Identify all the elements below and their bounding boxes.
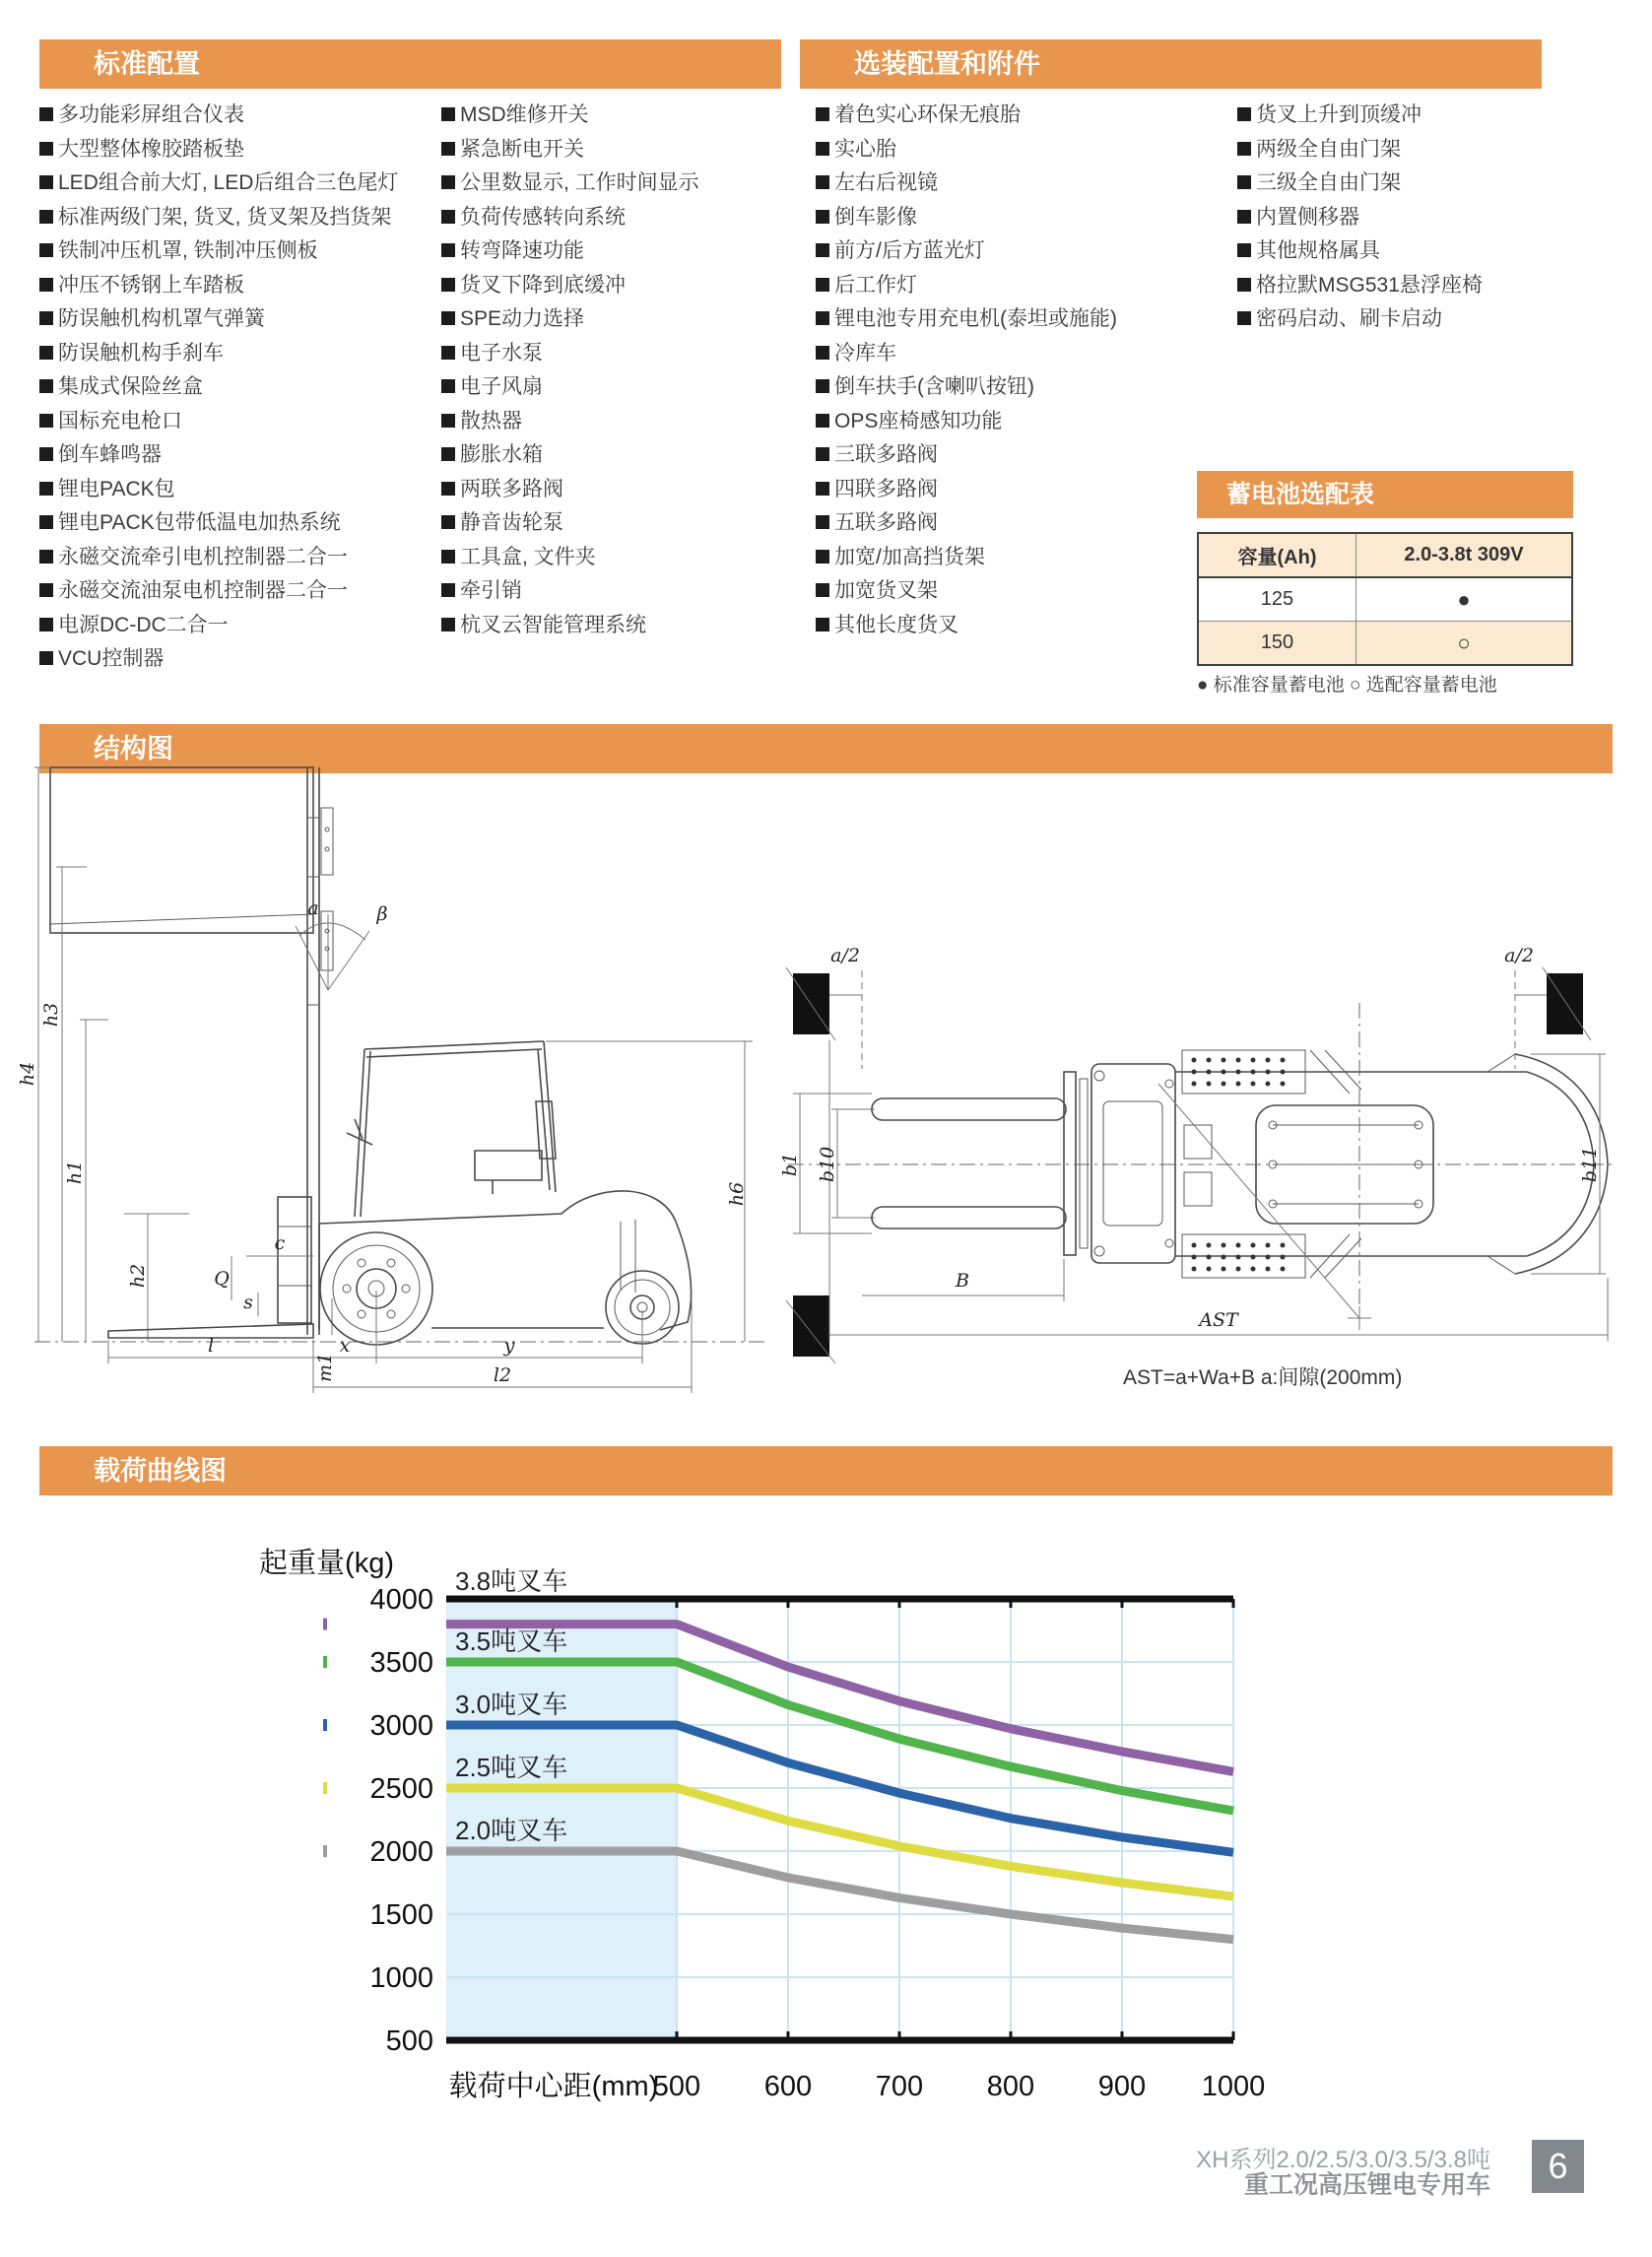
config-list-item [39,574,443,609]
config-list-item [441,201,845,235]
svg-text:900: 900 [1097,2071,1147,2102]
table-header-row [1198,533,1572,577]
dim-label-B: B [956,1270,969,1292]
config-list-item [39,201,443,235]
svg-text:2000: 2000 [369,1836,433,1868]
config-item-label: 集成式保险丝盒 [58,375,203,398]
dim-label-h2: h2 [127,1263,149,1289]
square-bullet-icon [441,142,455,156]
config-list-item [441,609,845,643]
footer-model-text: 重工况高压锂电专用车 [1243,2171,1490,2199]
config-list-item [441,302,845,337]
config-list-item [816,438,1220,473]
battery-option-table [1197,532,1573,666]
section-title: 载荷曲线图 [94,1456,227,1486]
config-list-item [441,405,845,439]
config-item-label: 其他规格属具 [1256,239,1380,262]
config-list-item [1237,99,1641,133]
config-item-label: 工具盒, 文件夹 [460,545,596,568]
config-item-label: SPE动力选择 [460,307,585,330]
config-list-item [816,201,1220,235]
config-item-label: 冷库车 [834,341,896,365]
square-bullet-icon [39,175,53,189]
page-number-badge: 6 [1532,2140,1584,2193]
config-list-item [39,541,443,575]
config-item-label: VCU控制器 [58,647,165,670]
config-item-label: 加宽/加高挡货架 [834,545,985,568]
optional-config-column-2 [1237,99,1641,337]
dim-label-b10: b10 [817,1146,838,1183]
square-bullet-icon [39,210,53,224]
config-list-item [39,234,443,269]
config-item-label: 倒车影像 [834,205,917,229]
square-bullet-icon [1237,107,1251,121]
config-item-label: 散热器 [460,409,522,432]
config-list-item [816,99,1220,133]
dim-label-h6: h6 [726,1181,748,1207]
config-item-label: 后工作灯 [834,273,917,297]
dim-label-y: y [503,1335,515,1357]
config-item-label: 标准两级门架, 货叉, 货叉架及挡货架 [58,205,392,229]
square-bullet-icon [39,515,53,529]
config-list-item [39,405,443,439]
config-list-item [441,133,845,167]
config-item-label: 两级全自由门架 [1256,137,1401,161]
config-list-item [1237,269,1641,303]
config-item-label: 三级全自由门架 [1256,171,1401,194]
optional-config-column-1 [816,99,1220,642]
config-list-item [816,234,1220,269]
config-list-item [816,133,1220,167]
square-bullet-icon [441,447,455,461]
footer-series-text: XH系列2.0/2.5/3.0/3.5/3.8吨 [1196,2147,1490,2173]
square-bullet-icon [39,243,53,257]
section-header-standard-config [39,39,781,89]
optional-capacity-mark: ○ [1356,622,1573,666]
battery-table-legend: ● 标准容量蓄电池 ○ 选配容量蓄电池 [1197,675,1497,696]
svg-text:600: 600 [763,2071,813,2102]
square-bullet-icon [39,651,53,665]
square-bullet-icon [39,618,53,631]
config-list-item [1237,133,1641,167]
section-title: 标准配置 [94,49,200,79]
config-item-label: 永磁交流牵引电机控制器二合一 [58,545,348,568]
config-item-label: 货叉上升到顶缓冲 [1256,103,1421,126]
config-list-item [39,473,443,507]
config-item-label: LED组合前大灯, LED后组合三色尾灯 [58,171,399,194]
config-item-label: 密码启动、刷卡启动 [1256,307,1442,330]
dim-label-a-half-right: a/2 [1504,945,1534,966]
config-item-label: 其他长度货叉 [834,613,958,636]
config-list-item [39,269,443,303]
config-item-label: 大型整体橡胶踏板垫 [58,137,244,161]
config-item-label: 锂电PACK包带低温电加热系统 [58,511,341,534]
square-bullet-icon [441,414,455,428]
square-bullet-icon [39,107,53,121]
svg-text:3500: 3500 [369,1647,433,1679]
config-list-item [816,370,1220,405]
config-item-label: 杭叉云智能管理系统 [460,613,646,636]
square-bullet-icon [441,311,455,325]
svg-text:500: 500 [652,2071,701,2102]
square-bullet-icon [441,243,455,257]
square-bullet-icon [816,447,829,461]
square-bullet-icon [816,550,829,564]
config-item-label: 电子水泵 [460,341,543,365]
config-item-label: 实心胎 [834,137,896,161]
config-list-item [441,506,845,541]
config-item-label: 牵引销 [460,579,522,602]
load-curve-chart [236,1547,1290,2128]
config-list-item [816,506,1220,541]
square-bullet-icon [39,447,53,461]
square-bullet-icon [441,583,455,597]
config-item-label: 铁制冲压机罩, 铁制冲压侧板 [58,239,318,262]
square-bullet-icon [1237,142,1251,156]
col-header-capacity: 容量(Ah) [1198,533,1356,577]
config-list-item [39,302,443,337]
square-bullet-icon [816,278,829,292]
square-bullet-icon [39,311,53,325]
config-item-label: 膨胀水箱 [460,443,543,466]
square-bullet-icon [39,346,53,360]
square-bullet-icon [39,379,53,393]
config-item-label: OPS座椅感知功能 [834,409,1003,432]
config-list-item [441,574,845,609]
square-bullet-icon [1237,210,1251,224]
config-item-label: 电子风扇 [460,375,543,398]
svg-text:载荷中心距(mm): 载荷中心距(mm) [448,2071,659,2102]
square-bullet-icon [816,243,829,257]
svg-text:3.5吨叉车: 3.5吨叉车 [455,1626,568,1656]
square-bullet-icon [441,278,455,292]
config-item-label: 转弯降速功能 [460,239,584,262]
config-item-label: 两联多路阀 [460,477,563,500]
square-bullet-icon [816,107,829,121]
dim-label-x: x [339,1335,351,1357]
dim-label-a-half-left: a/2 [830,945,860,966]
dim-label-h1: h1 [64,1160,86,1185]
square-bullet-icon [1237,175,1251,189]
square-bullet-icon [39,550,53,564]
config-item-label: 防误触机构机罩气弹簧 [58,307,265,330]
square-bullet-icon [441,175,455,189]
config-list-item [441,166,845,201]
config-item-label: 格拉默MSG531悬浮座椅 [1256,273,1483,297]
square-bullet-icon [39,278,53,292]
config-item-label: 静音齿轮泵 [460,511,563,534]
square-bullet-icon [816,414,829,428]
section-title: 结构图 [94,734,173,763]
capacity-value: 150 [1198,622,1356,666]
section-header-optional-config [800,39,1542,89]
config-item-label: 锂电PACK包 [58,477,175,500]
config-list-item [39,99,443,133]
square-bullet-icon [816,210,829,224]
config-item-label: 公里数显示, 工作时间显示 [460,171,699,194]
config-list-item [39,438,443,473]
config-list-item [816,405,1220,439]
config-list-item [816,302,1220,337]
config-item-label: 四联多路阀 [834,477,938,500]
config-item-label: 倒车扶手(含喇叭按钮) [834,375,1034,398]
config-list-item [441,337,845,371]
table-row [1198,577,1572,622]
forklift-structure-drawing [30,759,1616,1448]
col-header-model: 2.0-3.8t 309V [1356,533,1573,577]
square-bullet-icon [816,311,829,325]
table-row [1198,622,1572,666]
dim-label-b1: b1 [779,1152,801,1177]
config-list-item [441,99,845,133]
config-list-item [441,234,845,269]
config-list-item [441,370,845,405]
square-bullet-icon [441,482,455,496]
square-bullet-icon [441,550,455,564]
standard-config-column-1 [39,99,443,677]
config-item-label: 电源DC-DC二合一 [58,613,229,636]
dim-label-m1: m1 [314,1352,336,1383]
config-list-item [816,574,1220,609]
config-item-label: 三联多路阀 [834,443,938,466]
section-title: 选装配置和附件 [854,49,1040,79]
section-header-load-curve [39,1446,1613,1495]
svg-text:2.0吨叉车: 2.0吨叉车 [455,1816,568,1845]
dim-label-b11: b11 [1579,1146,1601,1183]
square-bullet-icon [1237,311,1251,325]
dim-label-h3: h3 [40,1002,62,1028]
config-list-item [39,642,443,677]
ast-formula-note: AST=a+Wa+B a:间隙(200mm) [1123,1366,1403,1389]
svg-text:3.0吨叉车: 3.0吨叉车 [455,1690,568,1719]
config-item-label: 永磁交流油泵电机控制器二合一 [58,579,348,602]
config-item-label: 国标充电枪口 [58,409,182,432]
config-list-item [39,166,443,201]
config-item-label: 冲压不锈钢上车踏板 [58,273,244,297]
config-list-item [39,506,443,541]
config-list-item [39,609,443,643]
config-item-label: 左右后视镜 [834,171,938,194]
svg-text:700: 700 [875,2071,924,2102]
svg-text:800: 800 [986,2071,1035,2102]
section-title: 蓄电池选配表 [1226,481,1375,508]
square-bullet-icon [1237,243,1251,257]
square-bullet-icon [441,379,455,393]
square-bullet-icon [441,618,455,631]
square-bullet-icon [816,583,829,597]
config-list-item [441,541,845,575]
square-bullet-icon [816,346,829,360]
svg-text:3000: 3000 [369,1710,433,1742]
svg-text:1500: 1500 [369,1899,433,1931]
square-bullet-icon [39,583,53,597]
config-list-item [1237,234,1641,269]
config-list-item [39,370,443,405]
standard-capacity-mark: ● [1356,577,1573,622]
config-item-label: MSD维修开关 [460,103,589,126]
dim-label-h4: h4 [17,1061,38,1087]
config-item-label: 倒车蜂鸣器 [58,443,162,466]
square-bullet-icon [816,515,829,529]
svg-text:500: 500 [385,2025,433,2057]
svg-text:起重量(kg): 起重量(kg) [259,1548,394,1579]
config-item-label: 防误触机构手刹车 [58,341,224,365]
config-item-label: 内置侧移器 [1256,205,1359,229]
config-list-item [39,337,443,371]
square-bullet-icon [816,482,829,496]
square-bullet-icon [816,175,829,189]
config-item-label: 五联多路阀 [834,511,938,534]
svg-text:1000: 1000 [369,1962,433,1994]
config-list-item [1237,201,1641,235]
dim-label-c: c [274,1232,286,1254]
capacity-value: 125 [1198,577,1356,622]
square-bullet-icon [39,414,53,428]
square-bullet-icon [441,107,455,121]
battery-table-header [1197,471,1573,518]
svg-text:2.5吨叉车: 2.5吨叉车 [455,1753,568,1782]
config-list-item [816,541,1220,575]
svg-text:1000: 1000 [1201,2071,1266,2102]
config-item-label: 锂电池专用充电机(泰坦或施能) [834,307,1117,330]
config-item-label: 前方/后方蓝光灯 [834,239,985,262]
config-list-item [816,166,1220,201]
dim-label-l2: l2 [493,1364,512,1386]
config-item-label: 紧急断电开关 [460,137,584,161]
config-item-label: 着色实心环保无痕胎 [834,103,1021,126]
square-bullet-icon [816,142,829,156]
dim-label-q: Q [214,1268,230,1290]
config-list-item [816,473,1220,507]
square-bullet-icon [441,210,455,224]
svg-text:3.8吨叉车: 3.8吨叉车 [455,1566,568,1596]
svg-text:4000: 4000 [369,1584,433,1616]
dim-label-l: l [207,1335,215,1357]
footer [1196,2148,1490,2199]
config-list-item [441,269,845,303]
standard-config-column-2 [441,99,845,642]
dim-label-s: s [243,1292,253,1313]
config-list-item [441,473,845,507]
config-list-item [816,337,1220,371]
config-item-label: 多功能彩屏组合仪表 [58,103,244,126]
square-bullet-icon [441,346,455,360]
dim-label-alpha: a [307,897,319,919]
square-bullet-icon [816,618,829,631]
svg-text:2500: 2500 [369,1773,433,1805]
config-item-label: 货叉下降到底缓冲 [460,273,626,297]
config-item-label: 负荷传感转向系统 [460,205,626,229]
config-item-label: 加宽货叉架 [834,579,938,602]
dim-label-AST: AST [1199,1309,1238,1331]
config-list-item [816,609,1220,643]
config-list-item [1237,302,1641,337]
config-list-item [1237,166,1641,201]
config-list-item [816,269,1220,303]
config-list-item [441,438,845,473]
square-bullet-icon [441,515,455,529]
square-bullet-icon [1237,278,1251,292]
dim-label-beta: β [376,903,388,925]
square-bullet-icon [39,142,53,156]
config-list-item [39,133,443,167]
square-bullet-icon [39,482,53,496]
square-bullet-icon [816,379,829,393]
